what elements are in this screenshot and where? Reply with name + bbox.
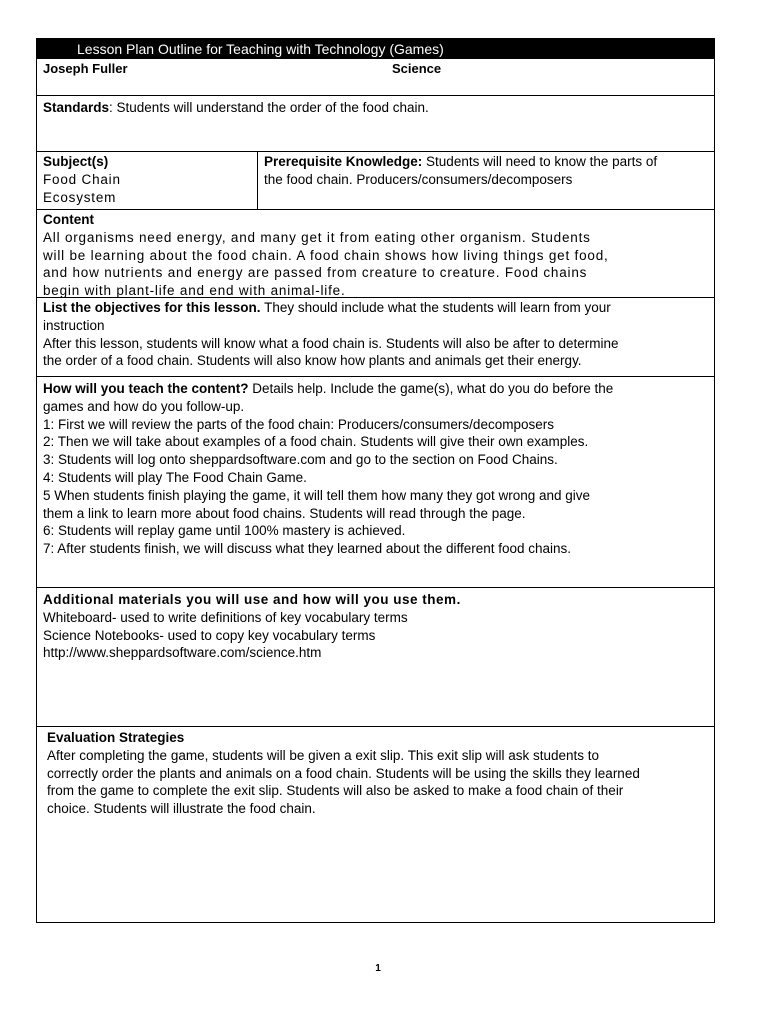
header-row [37, 59, 714, 96]
subjects-cell [37, 152, 258, 209]
content-label: Content [43, 212, 94, 227]
teaching-step: them a link to learn more about food chains. Students will read through the page. [43, 505, 526, 521]
prerequisite-label: Prerequisite Knowledge: [264, 154, 423, 169]
content-line: will be learning about the food chain. A food chain shows how living things get food, [43, 247, 609, 263]
objectives-line: instruction [43, 317, 105, 333]
objectives-line: the order of a food chain. Students will also know how plants and animals get their energy. [43, 353, 582, 369]
standards-text: : Students will understand the order of the food chain. [109, 100, 429, 115]
objectives-line: They should include what the students will learn from your [260, 300, 611, 315]
subject-area: Science [392, 61, 442, 76]
teaching-step: 7: After students finish, we will discuss what they learned about the different food chains. [43, 541, 572, 557]
materials-line: Whiteboard- used to write definitions of key vocabulary terms [43, 609, 408, 625]
teaching-step: 4: Students will play The Food Chain Game. [43, 469, 307, 485]
subjects-label: Subject(s) [43, 154, 109, 169]
prerequisite-cell [258, 152, 714, 209]
evaluation-line: correctly order the plants and animals on a food chain. Students will be using the skills they learned [47, 765, 640, 781]
subject-item: Food Chain [43, 171, 121, 187]
teaching-line: Details help. Include the game(s), what do you do before the [248, 381, 614, 396]
teacher-name: Joseph Fuller [43, 61, 128, 76]
materials-line: Science Notebooks- used to copy key vocabulary terms [43, 627, 376, 643]
content-line: begin with plant-life and end with animal-life. [43, 283, 346, 299]
evaluation-section [37, 727, 714, 922]
materials-section [37, 588, 714, 727]
prerequisite-text: the food chain. Producers/consumers/decomposers [264, 171, 573, 187]
objectives-section [37, 298, 714, 377]
evaluation-line: After completing the game, students will be given a exit slip. This exit slip will ask students to [47, 747, 600, 763]
page-number: 1 [375, 963, 381, 974]
teaching-step: 1: First we will review the parts of the food chain: Producers/consumers/decomposers [43, 416, 554, 432]
content-section [37, 210, 714, 298]
standards-label: Standards [43, 100, 110, 115]
document-title: Lesson Plan Outline for Teaching with Technology (Games) [37, 39, 714, 59]
content-line: and how nutrients and energy are passed from creature to creature. Food chains [43, 265, 588, 281]
objectives-line: After this lesson, students will know what a food chain is. Students will also be after to determine [43, 335, 619, 351]
evaluation-label: Evaluation Strategies [47, 730, 185, 745]
teaching-line: games and how do you follow-up. [43, 398, 245, 414]
objectives-label: List the objectives for this lesson. [43, 300, 261, 315]
teaching-step: 2: Then we will take about examples of a food chain. Students will give their own examples. [43, 434, 589, 450]
prerequisite-text: Students will need to know the parts of [422, 154, 658, 169]
materials-link: http://www.sheppardsoftware.com/science.htm [43, 645, 322, 661]
subject-prerequisite-row [37, 152, 714, 210]
content-line: All organisms need energy, and many get it from eating other organism. Students [43, 229, 591, 245]
lesson-plan-table [36, 38, 715, 923]
evaluation-line: from the game to complete the exit slip. Students will also be asked to make a food chain of their [47, 783, 624, 799]
teaching-section [37, 377, 714, 588]
teaching-step: 3: Students will log onto sheppardsoftware.com and go to the section on Food Chains. [43, 452, 558, 468]
teaching-step: 5 When students finish playing the game, it will tell them how many they got wrong and give [43, 487, 591, 503]
materials-label: Additional materials you will use and how will you use them. [43, 592, 461, 607]
subject-item: Ecosystem [43, 189, 117, 205]
standards-section [37, 96, 714, 152]
teaching-label: How will you teach the content? [43, 381, 249, 396]
teaching-step: 6: Students will replay game until 100% mastery is achieved. [43, 523, 406, 539]
evaluation-line: choice. Students will illustrate the food chain. [47, 801, 316, 817]
